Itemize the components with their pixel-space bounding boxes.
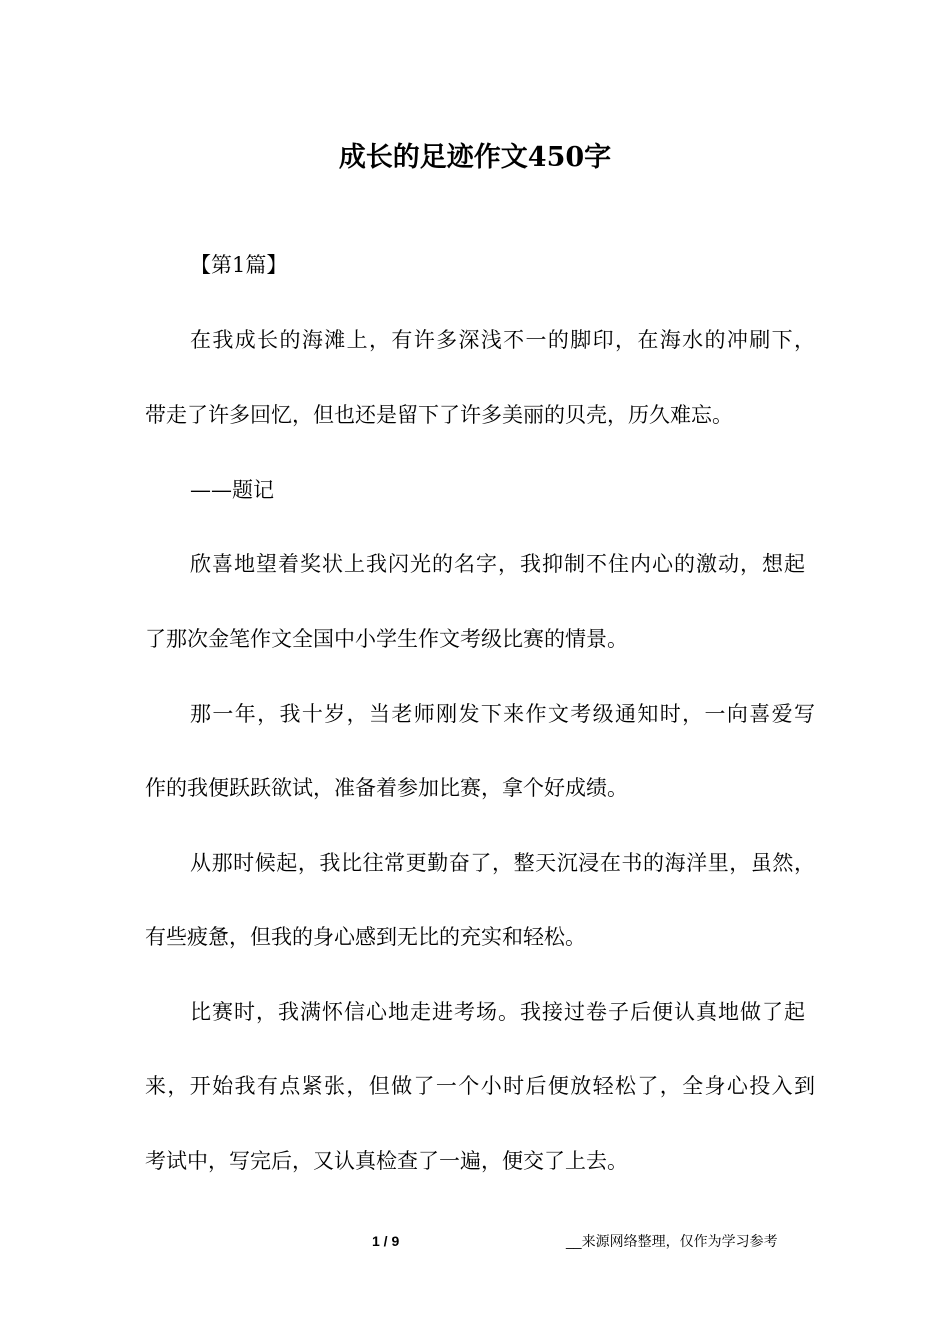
paragraph-line: 那一年，我十岁，当老师刚发下来作文考级通知时，一向喜爱写: [190, 702, 815, 726]
document-title: 成长的足迹作文450字: [338, 142, 612, 173]
section-heading: 【第1篇】: [190, 253, 288, 277]
paragraph-line: 了那次金笔作文全国中小学生作文考级比赛的情景。: [145, 627, 628, 651]
epigraph-attribution: ——题记: [190, 478, 274, 502]
paragraph-line: 在我成长的海滩上，有许多深浅不一的脚印，在海水的冲刷下，: [190, 328, 815, 352]
paragraph-line: 比赛时，我满怀信心地走进考场。我接过卷子后便认真地做了起: [190, 1000, 805, 1024]
paragraph-line: 来，开始我有点紧张，但做了一个小时后便放轻松了，全身心投入到: [145, 1074, 815, 1098]
paragraph-line: 带走了许多回忆，但也还是留下了许多美丽的贝壳，历久难忘。: [145, 403, 733, 427]
paragraph-line: 欣喜地望着奖状上我闪光的名字，我抑制不住内心的激动，想起: [190, 552, 805, 576]
paragraph-line: 考试中，写完后，又认真检查了一遍，便交了上去。: [145, 1149, 628, 1173]
paragraph-line: 从那时候起，我比往常更勤奋了，整天沉浸在书的海洋里，虽然，: [190, 851, 815, 875]
page-number: 1 / 9: [372, 1233, 400, 1249]
paragraph-line: 作的我便跃跃欲试，准备着参加比赛，拿个好成绩。: [145, 776, 628, 800]
paragraph-line: 有些疲惫，但我的身心感到无比的充实和轻松。: [145, 925, 586, 949]
source-note: __来源网络整理，仅作为学习参考: [566, 1233, 778, 1249]
